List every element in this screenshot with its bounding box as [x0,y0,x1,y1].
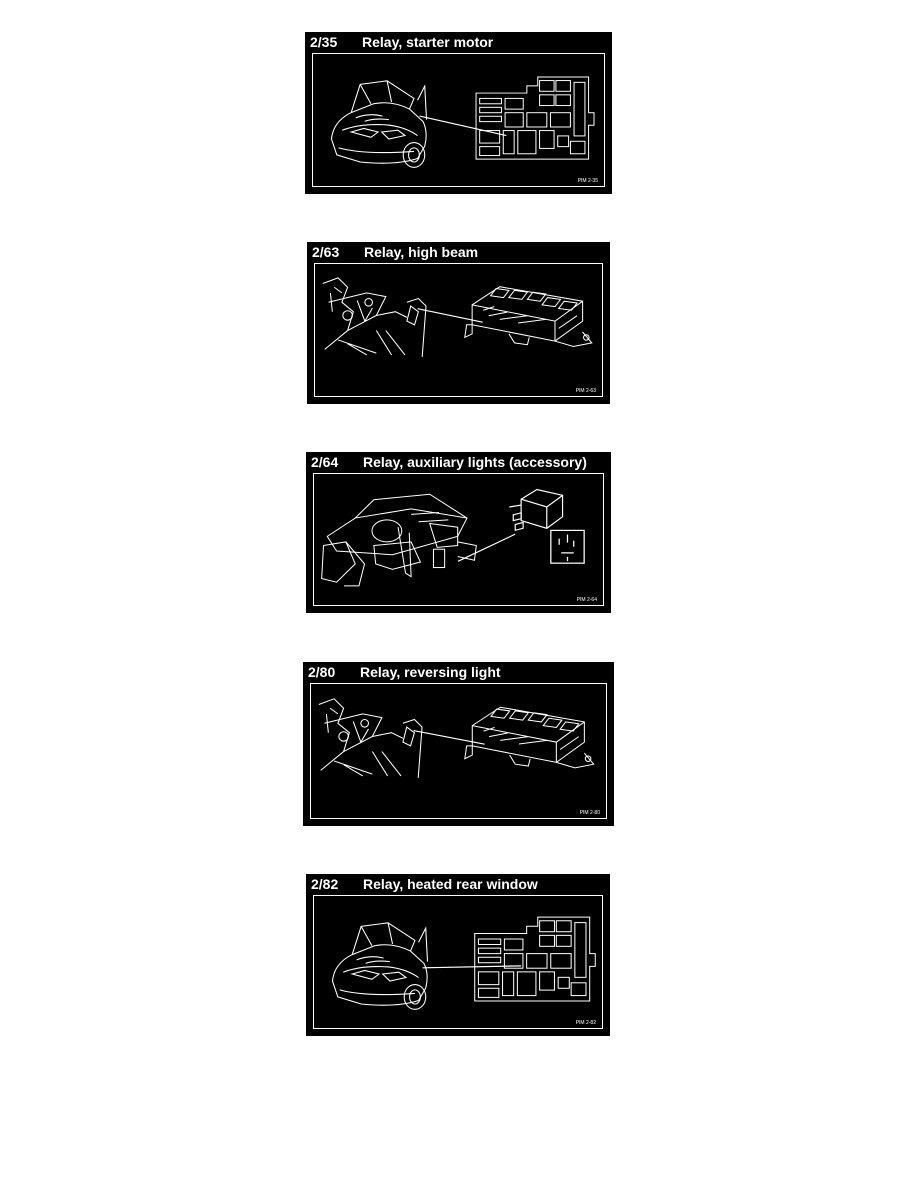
panel-title [311,453,587,471]
location-illustration [311,684,606,818]
panel-code: 2/63 [312,244,340,260]
panel-title [310,33,493,51]
diagram-panel-2-63 [307,242,610,404]
diagram-panel-2-64 [306,452,611,613]
panel-caption: Relay, starter motor [362,34,494,50]
panel-code: 2/80 [308,664,336,680]
diagram-frame [312,53,605,187]
panel-title [308,663,501,681]
diagram-panel-2-80 [303,662,614,826]
panel-code: 2/82 [311,876,339,892]
diagram-frame [313,895,603,1029]
figure-ref: PIM 2-80 [579,810,600,816]
figure-ref: PIM 2-64 [576,597,597,603]
panel-title [312,243,478,261]
panel-caption: Relay, heated rear window [363,876,538,892]
diagram-frame [310,683,607,819]
location-illustration [315,264,602,396]
panel-title [311,875,538,893]
location-illustration [314,474,603,605]
diagram-panel-2-82 [306,874,610,1036]
figure-ref: PIM 2-63 [575,388,596,394]
panel-caption: Relay, reversing light [360,664,501,680]
diagram-panel-2-35 [305,32,612,194]
panel-code: 2/64 [311,454,339,470]
panel-caption: Relay, high beam [364,244,479,260]
panel-code: 2/35 [310,34,338,50]
figure-ref: PIM 2-82 [575,1020,596,1026]
diagram-frame [313,473,604,606]
panel-caption: Relay, auxiliary lights (accessory) [363,454,587,470]
location-illustration [313,54,604,186]
location-illustration [314,896,602,1028]
figure-ref: PIM 2-35 [577,178,598,184]
diagram-frame [314,263,603,397]
